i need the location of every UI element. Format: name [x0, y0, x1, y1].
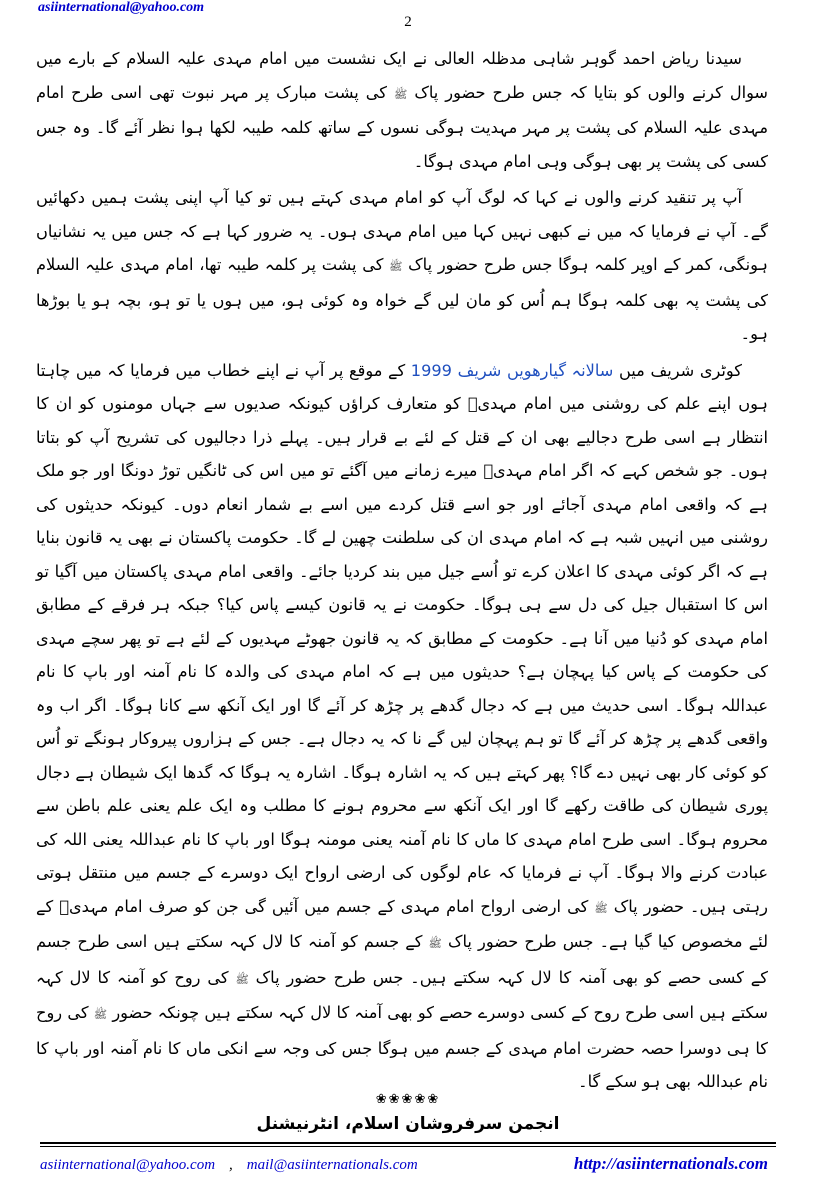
paragraph	[36, 42, 768, 178]
paragraph-text: کے جسم کو آمنہ کا لال کہہ سکتے ہیں اسی طرح جسم کے کسی حصے کو بھی آمنہ کا لال کہہ سکتے ہیں۔ جس طرح حضور پاک	[36, 932, 768, 987]
paragraph	[36, 181, 768, 351]
paragraph-text: کوٹری شریف میں	[613, 360, 742, 380]
footer-rule-thin	[40, 1146, 776, 1147]
paragraph-text: کی پشت پر کلمہ طیبہ تھا، امام مہدی علیہ السلام کی پشت پہ بھی کلمہ ہوگا ہم اُس کو مان لیں گے خواہ وہ کوئی ہو، میں ہوں یا تو ہو، بچہ ہو یا بوڑھا ہو۔	[36, 255, 768, 343]
footer-emails	[40, 1157, 418, 1174]
footer-email-yahoo[interactable]: asiinternational@yahoo.com	[40, 1157, 216, 1173]
footer	[40, 1154, 768, 1174]
salutation-mark: ﷺ	[235, 972, 249, 986]
salutation-mark: ﷺ	[428, 937, 442, 950]
paragraph-text: کی پشت مبارک پر مہر نبوت تھی اسی طرح امام مہدی علیہ السلام کی پشت پر مہر مہدیت ہوگی نسوں کے ساتھ کلمہ طیبہ لکھا ہوا نظر آئے گا۔ وہ جس کسی کی پشت پر بھی ہوگی وہی امام مہدی ہوگا۔	[36, 82, 768, 171]
article-body	[36, 42, 768, 1099]
paragraph-text: سیدنا ریاض احمد گوہر شاہی مدظلہ العالی نے ایک نشست میں امام مہدی علیہ السلام کے بارے میں سوال کرنے والوں کو بتایا کہ جس طرح حضور پاک	[36, 49, 768, 102]
salutation-mark: ﷺ	[389, 260, 403, 273]
page-number: 2	[404, 14, 412, 30]
paragraph-text: کی ارضی ارواح امام مہدی کے جسم میں آئیں گی جن کو صرف امام مہدیؑ کے لئے مخصوص کیا گیا ہے۔ جس طرح حضور پاک	[36, 896, 768, 951]
paragraph-text: کی روح کا ہی دوسرا حصہ حضرت امام مہدی کے جسم میں ہوگا جس کی وجہ سے انکی ماں کا نام آمنہ اور باپ کا نام عبداللہ بھی ہو سکے گا۔	[36, 1003, 768, 1091]
salutation-mark: ﷺ	[394, 87, 408, 101]
organization-name: انجمن سرفروشان اسلام، انٹرنیشنل	[256, 1114, 560, 1134]
ornament-divider: ❀❀❀❀❀	[375, 1092, 441, 1107]
salutation-mark: ﷺ	[594, 901, 608, 915]
salutation-mark: ﷺ	[93, 1008, 108, 1021]
paragraph-text: کی روح کو آمنہ کا لال کہہ سکتے ہیں اسی طرح روح کے کسی دوسرے حصے کو بھی آمنہ کا لال کہہ سکتے ہیں چونکہ حضور	[36, 967, 768, 1022]
highlighted-event-text: سالانہ گیارھویں شریف 1999	[410, 360, 614, 380]
paragraph-text: آپ پر تنقید کرنے والوں نے کہا کہ لوگ آپ کو امام مہدی کہتے ہیں تو کیا آپ اپنی پشت ہمیں دکھائیں گے۔ آپ نے فرمایا کہ میں نے کبھی نہیں کہا میں امام مہدی ہوں۔ یہ ضرور کہا ہے کہ جس میں یہ نشانیاں ہونگی، کمر کے اوپر کلمہ ہوگا جس طرح حضور پاک	[36, 188, 768, 274]
footer-email-mail[interactable]: mail@asiinternationals.com	[246, 1157, 418, 1173]
paragraph-text: کے موقع پر آپ نے اپنے خطاب میں فرمایا کہ میں چاہتا ہوں اپنے علم کی روشنی میں امام مہدیؑ کو متعارف کراؤں کیونکہ صدیوں سے جہاں مومنوں کو ان کا انتظار ہے اسی طرح دجالیے بھی ان کے قتل کے لئے بے قرار ہیں۔ پہلے ذرا دجالیوں کی تشریح آپ کو بتاتا ہوں۔ جو شخص کہے کہ اگر امام مہدیؑ میرے زمانے میں آگئے تو میں اس کی ٹانگیں توڑ دونگا اور جو ملک ہے کہ واقعی امام مہدی آجائے اور جو اسے قتل کردے میں اسے بے شمار انعام دوں۔ کیونکہ حدیثوں کی روشنی میں انہیں شبہ ہے کہ امام مہدی ان کی سلطنت چھین لے گا۔ حکومت پاکستان نے بھی یہ قانون بنایا ہے کہ اگر کوئی مہدی کا اعلان کرے تو اُسے جیل میں بند کردیا جائے۔ واقعی امام مہدی پاکستان میں آگیا تو اس کا استقبال جیل کی دل سے ہی ہوگا۔ حکومت نے یہ قانون کیسے پاس کیا؟ جبکہ ہر فرقے کے مطابق امام مہدی کو دُنیا میں آنا ہے۔ حکومت کے مطابق کہ یہ قانون جھوٹے مہدیوں کے لئے ہے تو پھر سچے مہدی کی حکومت کے پاس کیا پہچان ہے؟ حدیثوں میں ہے کہ امام مہدی کی والدہ کا نام آمنہ اور باپ کا نام عبداللہ ہوگا۔ اسی حدیث میں ہے کہ دجال گدھے پر چڑھ کر آئے گا اور ایک آنکھ سے کانا ہوگا۔ اگر اب وہ واقعی گدھے پر چڑھ کر آئے گا تو ہم پہچان لیں گے نا کہ یہ دجال ہے۔ جس کے ہزاروں پیروکار ہونگے تو اُس کو کوئی کار بھی نہیں دے گا؟ پھر کہتے ہیں کہ یہ اشارہ ہوگا۔ اشارہ یہ ہوگا کہ گدھا ایک شیطان ہے دجال پوری شیطان کی طاقت رکھے گا اور ایک آنکھ سے محروم ہونے کا مطلب وہ ایک علم یعنی علم باطن سے محروم ہوگا۔ اسی طرح امام مہدی کا ماں کا نام آمنہ یعنی مومنہ ہوگا اور باپ کا نام عبداللہ یعنی اللہ کی عبادت کرنے والا ہوگا۔ آپ نے فرمایا کہ عام لوگوں کی ارضی ارواح ایک دوسرے کے جسم میں منتقل ہوتی رہتی ہیں۔ حضور پاک	[36, 360, 768, 916]
footer-separator: ,	[229, 1157, 233, 1173]
footer-website-link[interactable]: http://asiinternationals.com	[573, 1154, 768, 1173]
paragraph	[36, 354, 768, 1099]
footer-rule	[40, 1142, 776, 1144]
header-email[interactable]: asiinternational@yahoo.com	[38, 0, 205, 15]
